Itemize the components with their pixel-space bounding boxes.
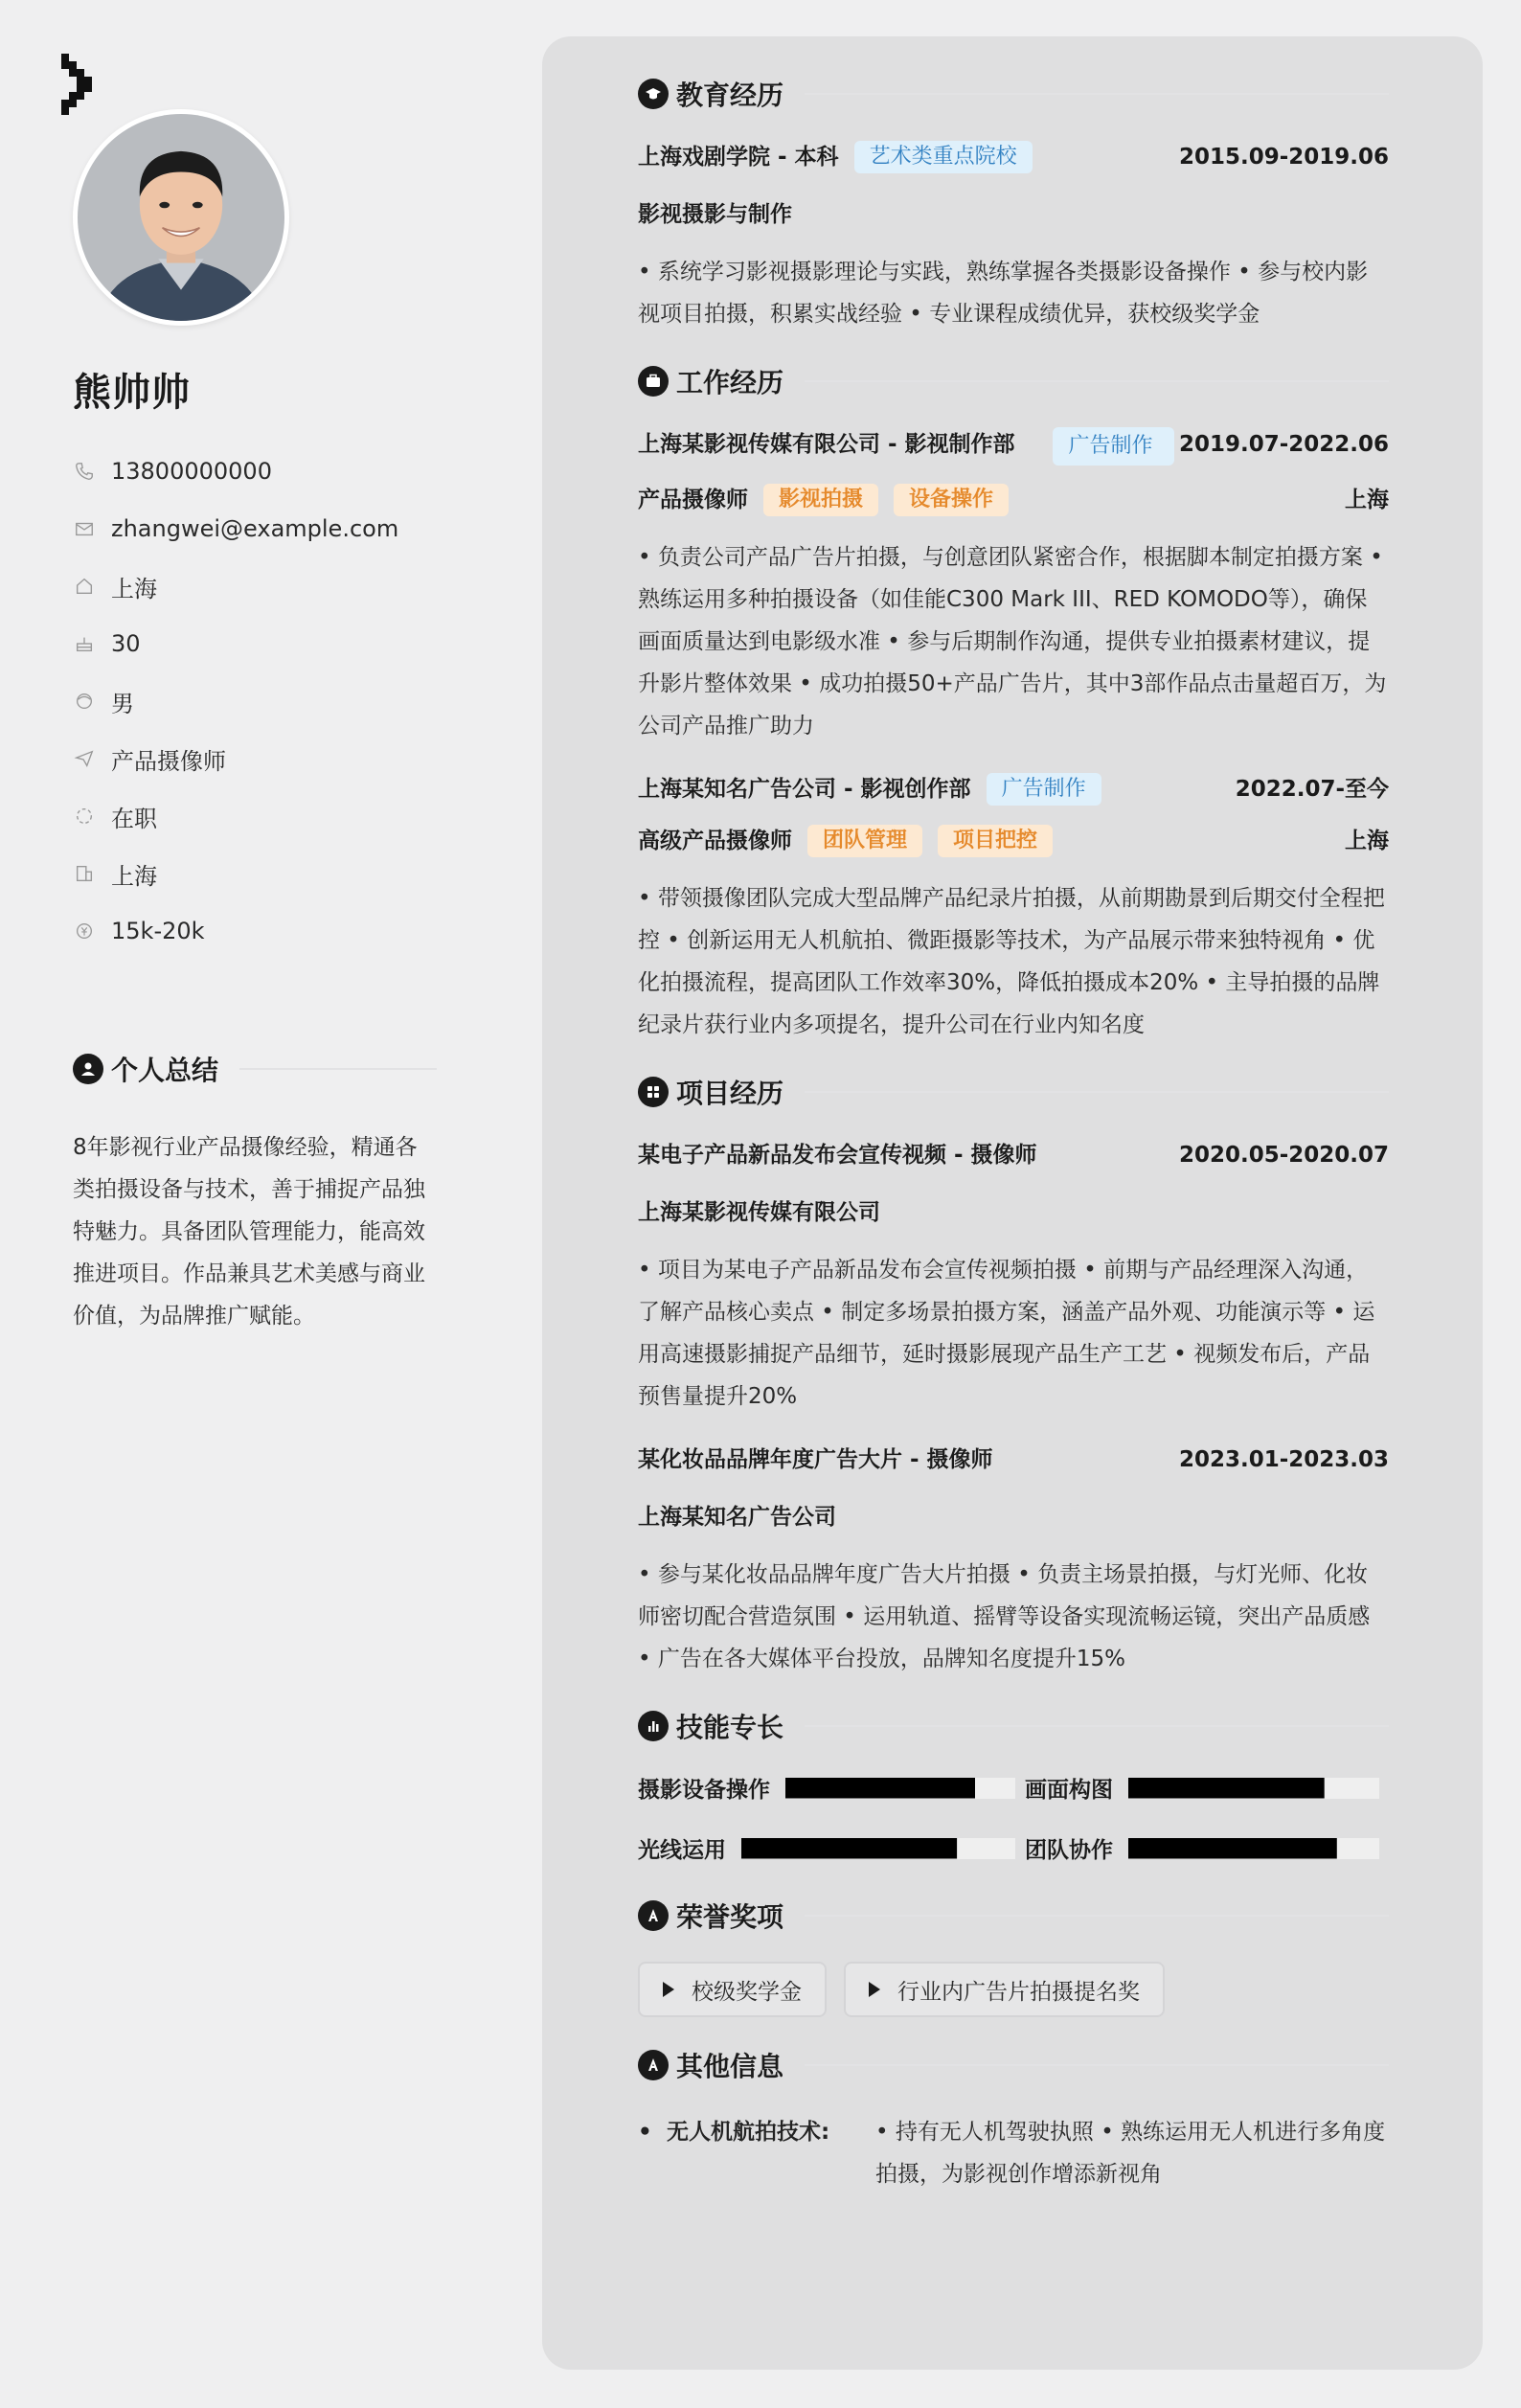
education-desc: • 系统学习影视摄影理论与实践，熟练掌握各类摄影设备操作 • 参与校内影视项目拍摄，积累实战经验 • 专业课程成绩优异，获校级奖学金 [638, 260, 1369, 327]
project-date: 2020.05-2020.07 [1178, 1143, 1389, 1168]
info-text: 30 [111, 630, 141, 657]
info-text: 15k-20k [111, 918, 205, 944]
work-section [638, 362, 1389, 1046]
info-location [73, 557, 475, 615]
skill-bar-fill [785, 1778, 975, 1799]
project-desc: • 参与某化妆品品牌年度广告大片拍摄 • 负责主场景拍摄，与灯光师、化妆师密切配合营造氛围 • 运用轨道、摇臂等设备实现流畅运镜，突出产品质感 • 广告在各大媒体平台投放，品牌知名度提升15% [638, 1562, 1371, 1671]
award-icon [638, 1900, 669, 1931]
skill-tag: 项目把控 [938, 825, 1053, 857]
project-date: 2023.01-2023.03 [1178, 1447, 1389, 1472]
play-icon [869, 1982, 880, 1997]
other-label: 无人机航拍技术: [667, 2120, 830, 2145]
major: 影视摄影与制作 [638, 202, 792, 227]
profile-name: 熊帅帅 [73, 371, 191, 415]
work-date: 2022.07-至今 [1235, 777, 1389, 802]
section-title: 其他信息 [676, 2051, 784, 2082]
other-item [638, 2111, 1389, 2195]
info-status [73, 787, 475, 845]
other-text: • 持有无人机驾驶执照 • 熟练运用无人机进行多角度拍摄，为影视创作增添新视角 [875, 2120, 1386, 2187]
info-text: 13800000000 [111, 458, 272, 485]
mail-icon [73, 517, 96, 540]
skill-item [1025, 1832, 1389, 1864]
awards-list [638, 1962, 1389, 2017]
skill-item [638, 1772, 1025, 1804]
user-icon [73, 1054, 103, 1084]
sidebar [0, 0, 517, 2408]
section-title: 荣誉奖项 [676, 1901, 784, 1933]
section-title: 个人总结 [111, 1055, 219, 1086]
project-entry [638, 1443, 1389, 1680]
building-icon [73, 862, 96, 885]
skill-name: 团队协作 [1025, 1838, 1113, 1863]
bullet: • [638, 2120, 652, 2145]
section-title: 项目经历 [676, 1078, 784, 1109]
school-tag: 艺术类重点院校 [854, 141, 1033, 173]
info-text: 上海 [111, 575, 157, 602]
skill-bar [741, 1838, 1015, 1859]
contact-info-list [73, 443, 475, 960]
gender-icon [73, 690, 96, 713]
work-entry [638, 772, 1389, 1046]
home-icon [73, 575, 96, 598]
skill-item [638, 1832, 1025, 1864]
skill-name: 光线运用 [638, 1838, 726, 1863]
job-role: 高级产品摄像师 [638, 829, 792, 853]
avatar [73, 109, 289, 326]
divider [805, 93, 1389, 95]
logo-icon [61, 54, 100, 115]
info-age [73, 615, 475, 672]
education-date: 2015.09-2019.06 [1178, 145, 1389, 170]
skill-bar [1128, 1838, 1379, 1859]
divider [805, 380, 1389, 382]
project-desc: • 项目为某电子产品新品发布会宣传视频拍摄 • 前期与产品经理深入沟通，了解产品核心卖点 • 制定多场景拍摄方案，涵盖产品外观、功能演示等 • 运用高速摄影捕捉产品细节，延时摄影展现产品生产工艺 • 视频发布后，产品预售量提升20% [638, 1258, 1375, 1409]
other-section [638, 2046, 1389, 2195]
award-chip [844, 1962, 1165, 2017]
skill-tag: 团队管理 [807, 825, 922, 857]
graduation-cap-icon [638, 79, 669, 109]
info-salary [73, 902, 475, 960]
divider [805, 2064, 1389, 2066]
divider [805, 1915, 1389, 1917]
award-label: 行业内广告片拍摄提名奖 [897, 1979, 1140, 2005]
award-chip [638, 1962, 827, 2017]
work-location: 上海 [1345, 488, 1389, 512]
school-name: 上海戏剧学院 - 本科 [638, 145, 839, 170]
skill-tag: 影视拍摄 [763, 484, 878, 516]
project-entry [638, 1138, 1389, 1418]
phone-icon [73, 460, 96, 483]
award-label: 校级奖学金 [692, 1979, 802, 2005]
work-date: 2019.07-2022.06 [1178, 432, 1389, 457]
company-name: 上海某影视传媒有限公司 - 影视制作部 [638, 432, 1015, 457]
education-entry [638, 140, 1389, 335]
skill-name: 画面构图 [1025, 1778, 1113, 1803]
summary-text: 8年影视行业产品摄像经验，精通各类拍摄设备与技术，善于捕捉产品独特魅力。具备团队管理能力，能高效推进项目。作品兼具艺术美感与商业价值，为品牌推广赋能。 [73, 1135, 425, 1329]
summary-heading [73, 1050, 437, 1088]
skill-bar-fill [1128, 1838, 1337, 1859]
work-tag: 广告制作 [987, 773, 1101, 806]
other-heading [638, 2046, 1389, 2084]
skill-name: 摄影设备操作 [638, 1778, 770, 1803]
project-org: 上海某知名广告公司 [638, 1505, 836, 1530]
section-title: 教育经历 [676, 80, 784, 111]
education-section [638, 75, 1389, 335]
info-icon [638, 2050, 669, 2080]
play-icon [663, 1982, 674, 1997]
work-desc: • 负责公司产品广告片拍摄，与创意团队紧密合作，根据脚本制定拍摄方案 • 熟练运用多种拍摄设备（如佳能C300 Mark III、RED KOMODO等），确保画面质量达到电影级水准 • 参与后期制作沟通，提供专业拍摄素材建议，提升影片整体效果 • 成功拍摄50+产品广告片，其中3部作品点击量超百万，为公司产品推广助力 [638, 545, 1387, 738]
main-panel [542, 36, 1483, 2370]
info-text: 男 [111, 690, 134, 717]
divider [239, 1068, 437, 1070]
work-heading [638, 362, 1389, 400]
divider [805, 1725, 1389, 1727]
work-tag: 广告制作 [1053, 427, 1174, 466]
skill-bar-fill [1128, 1778, 1325, 1799]
section-title: 工作经历 [676, 367, 784, 398]
info-phone [73, 443, 475, 500]
skill-bar-fill [741, 1838, 957, 1859]
work-desc: • 带领摄像团队完成大型品牌产品纪录片拍摄，从前期勘景到后期交付全程把控 • 创新运用无人机航拍、微距摄影等技术，为产品展示带来独特视角 • 优化拍摄流程，提高团队工作效率30%，降低拍摄成本20% • 主导拍摄的品牌纪录片获行业内多项提名，提升公司在行业内知名度 [638, 886, 1385, 1037]
info-text: zhangwei@example.com [111, 515, 399, 542]
grid-icon [638, 1077, 669, 1107]
skills-heading [638, 1707, 1389, 1745]
skills-section [638, 1707, 1389, 1864]
info-email [73, 500, 475, 557]
skill-item [1025, 1772, 1389, 1804]
info-position [73, 730, 475, 787]
awards-heading [638, 1897, 1389, 1935]
project-name: 某化妆品品牌年度广告大片 - 摄像师 [638, 1447, 993, 1472]
info-city [73, 845, 475, 902]
salary-icon [73, 920, 96, 943]
company-name: 上海某知名广告公司 - 影视创作部 [638, 777, 971, 802]
skill-bar [1128, 1778, 1379, 1799]
info-text: 产品摄像师 [111, 747, 226, 775]
project-name: 某电子产品新品发布会宣传视频 - 摄像师 [638, 1143, 1037, 1168]
skills-grid [638, 1772, 1389, 1864]
info-gender [73, 672, 475, 730]
section-title: 技能专长 [676, 1712, 784, 1743]
projects-section [638, 1073, 1389, 1680]
summary-section [73, 1050, 437, 1337]
skill-tag: 设备操作 [894, 484, 1009, 516]
projects-heading [638, 1073, 1389, 1111]
briefcase-icon [638, 366, 669, 397]
cake-icon [73, 632, 96, 655]
avatar-portrait [78, 114, 284, 321]
skill-bar [785, 1778, 1015, 1799]
project-org: 上海某影视传媒有限公司 [638, 1200, 880, 1225]
info-text: 在职 [111, 805, 157, 832]
work-location: 上海 [1345, 829, 1389, 853]
job-role: 产品摄像师 [638, 488, 748, 512]
send-icon [73, 747, 96, 770]
work-entry [638, 427, 1389, 747]
bar-chart-icon [638, 1711, 669, 1741]
status-icon [73, 805, 96, 828]
divider [805, 1091, 1389, 1093]
education-heading [638, 75, 1389, 113]
awards-section [638, 1897, 1389, 2017]
info-text: 上海 [111, 862, 157, 890]
